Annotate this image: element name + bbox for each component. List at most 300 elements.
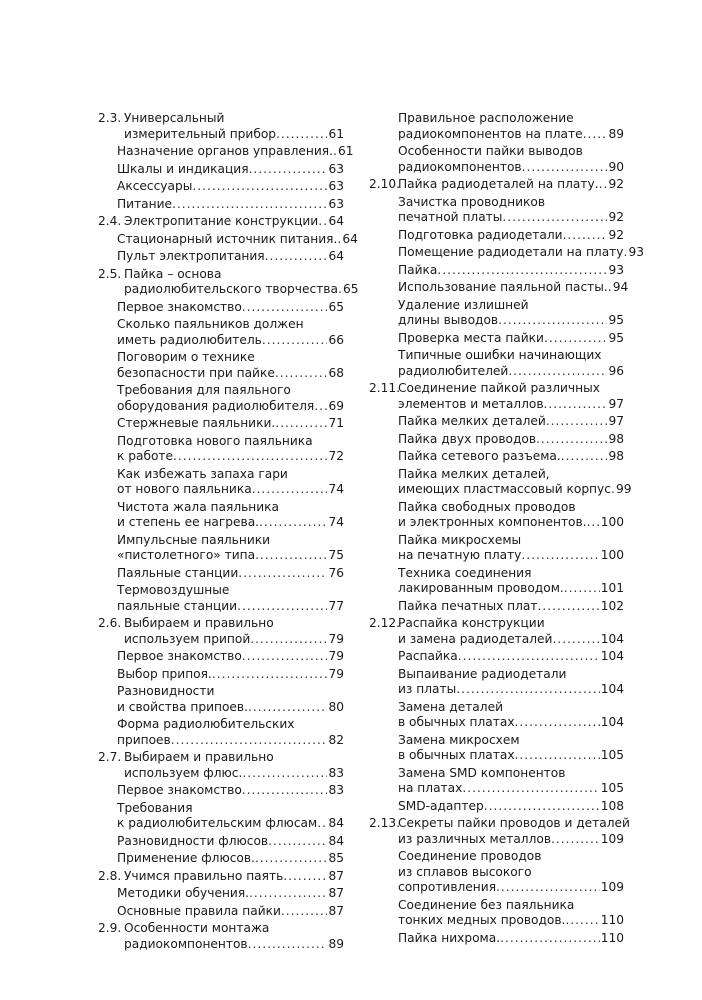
entry-title: Пайка печатных плат: [398, 598, 538, 613]
entry-line: [117, 684, 344, 700]
toc-subsection-entry: [98, 566, 344, 582]
page-number: 99: [615, 482, 632, 496]
entry-line: [398, 880, 624, 896]
entry-title: элементов и металлов: [398, 396, 544, 411]
entry-line: [117, 399, 344, 415]
entry-line: [117, 816, 344, 832]
page-number: 76: [328, 565, 344, 580]
section-number: 2.6.: [98, 616, 122, 630]
page-number: 64: [328, 214, 344, 228]
toc-subsection-entry: [369, 195, 624, 226]
page-number: 75: [328, 548, 344, 562]
dot-leader: [238, 566, 327, 582]
entry-title: на печатную плату: [398, 548, 522, 562]
entry-title: Сколько паяльников должен: [117, 317, 304, 331]
page-number: 61: [338, 144, 354, 158]
entry-line: [398, 799, 624, 815]
entry-title: Учимся правильно паять: [124, 868, 284, 883]
toc-subsection-entry: [369, 599, 624, 615]
entry-line: [398, 381, 624, 397]
entry-title: Пульт электропитания: [117, 249, 265, 263]
entry-title: иметь радиолюбитель: [117, 332, 262, 347]
entry-title: Правильное расположение: [398, 111, 574, 125]
entry-line: [117, 249, 344, 265]
entry-title: в обычных платах: [398, 715, 515, 729]
page-number: 79: [328, 631, 344, 646]
entry-line: [117, 162, 344, 178]
entry-line: [398, 931, 624, 947]
section-number: 2.11.: [369, 381, 401, 395]
entry-title: припоев: [117, 732, 171, 747]
toc-subsection-entry: [98, 717, 344, 748]
toc-section-entry: [98, 869, 344, 885]
page-number: 68: [328, 365, 344, 380]
page-number: 110: [600, 930, 624, 945]
page-number: 72: [328, 449, 344, 463]
dot-leader: [561, 449, 608, 465]
toc-subsection-entry: [98, 904, 344, 920]
page-number: 61: [328, 126, 344, 141]
entry-line: [117, 801, 344, 817]
entry-title: Универсальный: [124, 111, 225, 125]
entry-title: Пайка сетевого разъема.: [398, 449, 561, 463]
entry-title: длины выводов: [398, 313, 499, 327]
dot-leader: [538, 599, 600, 615]
entry-line: [398, 298, 624, 314]
page-number: 82: [328, 732, 344, 747]
dot-leader: [281, 904, 328, 920]
entry-title: измерительный прибор: [124, 126, 277, 141]
dot-leader: [564, 581, 600, 597]
dot-leader: [522, 160, 608, 176]
page-number: 98: [608, 431, 624, 446]
entry-title: радиокомпонентов: [398, 159, 522, 174]
page-number: 95: [608, 330, 624, 345]
entry-title: Соединение без паяльника: [398, 897, 575, 912]
toc-subsection-entry: [98, 300, 344, 316]
section-number: 2.9.: [98, 921, 122, 935]
entry-title: Шкалы и индикация: [117, 161, 249, 176]
dot-leader: [172, 197, 327, 213]
page-number: 97: [608, 414, 624, 428]
entry-line: [117, 583, 344, 599]
entry-line: [398, 816, 630, 832]
entry-line: [398, 649, 624, 665]
toc-subsection-entry: [369, 667, 624, 698]
toc-subsection-entry: [98, 383, 344, 414]
toc-subsection-entry: [369, 228, 624, 244]
entry-title: из платы: [398, 682, 457, 696]
entry-line: [117, 599, 344, 615]
page-number: 100: [600, 548, 624, 562]
page-number: 87: [328, 886, 344, 900]
entry-line: [398, 397, 624, 413]
entry-title: Пайка микросхемы: [398, 532, 522, 547]
entry-title: Пайка – основа: [124, 266, 222, 281]
section-number: 2.3.: [98, 111, 122, 125]
entry-line: [398, 667, 624, 683]
entry-title: SMD-адаптер: [398, 798, 484, 813]
entry-line: [398, 913, 624, 929]
dot-leader: [275, 366, 328, 382]
page-number: 104: [600, 682, 624, 696]
toc-subsection-entry: [369, 280, 629, 296]
toc-subsection-entry: [98, 197, 344, 213]
entry-line: [398, 313, 624, 329]
entry-title: Удаление излишней: [398, 297, 529, 312]
entry-line: [117, 566, 344, 582]
entry-line: [398, 500, 624, 516]
entry-line: [398, 111, 624, 127]
entry-title: Стационарный источник питания.: [117, 231, 338, 246]
entry-line: [398, 449, 624, 465]
page-number: 84: [328, 816, 344, 830]
section-number: 2.8.: [98, 868, 122, 883]
entry-title: Использование паяльной пасты.: [398, 280, 608, 294]
entry-title: Пайка двух проводов: [398, 431, 537, 446]
dot-leader: [502, 210, 607, 226]
toc-section-entry: [98, 266, 359, 298]
entry-line: [398, 616, 624, 632]
page-number: 109: [600, 880, 624, 894]
entry-title: Подготовка радиодетали: [398, 227, 563, 242]
toc-subsection-entry: [98, 667, 344, 683]
toc-subsection-entry: [369, 331, 624, 347]
toc-subsection-entry: [369, 931, 624, 947]
toc-subsection-entry: [369, 766, 624, 797]
page-number: 96: [608, 363, 624, 378]
entry-line: [398, 280, 629, 296]
entry-line: [117, 416, 344, 432]
entry-line: [117, 144, 354, 160]
entry-line: [398, 849, 624, 865]
entry-title: Пайка: [398, 262, 438, 277]
entry-title: используем припой: [124, 631, 251, 646]
entry-line: [398, 245, 645, 261]
entry-title: Типичные ошибки начинающих: [398, 348, 602, 362]
dot-leader: [249, 886, 327, 902]
toc-column-right: [369, 111, 645, 948]
dot-leader: [563, 228, 608, 244]
entry-title: Пайка нихрома.: [398, 930, 501, 945]
dot-leader: [546, 414, 608, 430]
dot-leader: [255, 851, 328, 867]
entry-title: Помещение радиодетали на плату: [398, 245, 624, 259]
entry-line: [124, 267, 344, 283]
entry-line: [398, 515, 624, 531]
entry-line: [398, 781, 624, 797]
page-number: 104: [600, 715, 624, 729]
page-number: 104: [600, 649, 624, 663]
entry-title: Методики обучения.: [117, 886, 250, 900]
entry-line: [398, 228, 624, 244]
page-number: 94: [612, 280, 629, 294]
entry-line: [124, 111, 344, 127]
entry-title: безопасности при пайке: [117, 365, 275, 380]
entry-title: Термовоздушные: [117, 583, 230, 597]
entry-line: [117, 500, 344, 516]
page-number: 90: [608, 159, 624, 174]
dot-leader: [565, 913, 599, 929]
entry-line: [398, 177, 624, 193]
entry-title: «пистолетного» типа: [117, 548, 256, 562]
dot-leader: [242, 766, 327, 782]
entry-line: [398, 766, 624, 782]
toc-subsection-entry: [98, 649, 344, 665]
entry-line: [117, 179, 344, 195]
entry-line: [398, 482, 632, 498]
entry-line: [117, 904, 344, 920]
toc-section-entry: [98, 616, 344, 647]
toc-subsection-entry: [369, 466, 632, 498]
entry-line: [117, 886, 344, 902]
entry-title: Разновидности флюсов: [117, 833, 269, 848]
entry-line: [398, 533, 624, 549]
entry-line: [124, 869, 344, 885]
dot-leader: [508, 364, 607, 380]
entry-line: [398, 348, 624, 364]
entry-title: Пайка мелких деталей: [398, 414, 546, 428]
entry-title: Подготовка нового паяльника: [117, 433, 313, 448]
entry-line: [117, 350, 344, 366]
entry-line: [117, 449, 344, 465]
page-number: 87: [328, 903, 344, 918]
entry-line: [398, 331, 624, 347]
entry-line: [398, 364, 624, 380]
dot-leader: [318, 214, 327, 230]
entry-line: [124, 127, 344, 143]
entry-line: [398, 748, 624, 764]
page-number: 80: [328, 699, 344, 714]
entry-line: [117, 467, 344, 483]
entry-title: Замена деталей: [398, 699, 503, 714]
entry-line: [117, 717, 344, 733]
page-number: 102: [600, 598, 624, 613]
entry-line: [398, 599, 624, 615]
entry-title: на платах: [398, 781, 463, 795]
entry-line: [398, 865, 624, 881]
entry-line: [398, 898, 624, 914]
entry-line: [124, 766, 344, 782]
page-number: 63: [328, 161, 344, 176]
page-number: 93: [608, 262, 624, 277]
entry-line: [117, 700, 344, 716]
dot-leader: [242, 649, 328, 665]
dot-leader: [458, 649, 600, 665]
page-number: 95: [608, 313, 624, 327]
toc-subsection-entry: [369, 849, 624, 896]
dot-leader: [551, 832, 600, 848]
entry-title: Выбираем и правильно: [124, 750, 274, 764]
dot-leader: [171, 733, 328, 749]
toc-subsection-entry: [98, 350, 344, 381]
entry-title: к радиолюбительским флюсам: [117, 816, 318, 830]
entry-title: радиокомпонентов: [124, 936, 248, 951]
toc-subsection-entry: [98, 851, 344, 867]
entry-title: Первое знакомство: [117, 299, 242, 314]
entry-title: Первое знакомство: [117, 783, 242, 797]
page-number: 104: [600, 631, 624, 646]
entry-title: Особенности монтажа: [124, 921, 270, 935]
section-number: 2.12.: [369, 616, 401, 630]
toc-subsection-entry: [98, 886, 344, 902]
entry-line: [117, 197, 344, 213]
entry-line: [124, 750, 344, 766]
entry-title: Первое знакомство: [117, 649, 242, 663]
entry-line: [117, 482, 344, 498]
entry-title: Поговорим о технике: [117, 350, 255, 364]
entry-title: тонких медных проводов.: [398, 913, 566, 927]
entry-line: [117, 783, 344, 799]
entry-title: лакированным проводом.: [398, 581, 564, 595]
entry-line: [398, 548, 624, 564]
toc-subsection-entry: [98, 533, 344, 564]
toc-subsection-entry: [369, 245, 645, 261]
entry-line: [124, 214, 344, 230]
toc-subsection-entry: [98, 834, 344, 850]
entry-title: Соединение проводов: [398, 849, 542, 863]
entry-line: [398, 127, 624, 143]
toc-section-entry: [98, 750, 344, 781]
entry-title: к работе: [117, 449, 174, 463]
page-number: 105: [600, 781, 624, 795]
entry-title: Техника соединения: [398, 565, 532, 580]
dot-leader: [583, 127, 608, 143]
entry-line: [117, 333, 344, 349]
page-number: 109: [600, 831, 624, 846]
toc-subsection-entry: [369, 500, 624, 531]
toc-subsection-entry: [98, 416, 344, 432]
entry-title: Импульсные паяльники: [117, 532, 271, 547]
page-number: 63: [328, 179, 344, 193]
dot-leader: [237, 599, 327, 615]
dot-leader: [268, 834, 327, 850]
page-number: 64: [342, 231, 358, 246]
page-number: 79: [328, 649, 344, 663]
dot-leader: [552, 632, 599, 648]
entry-title: Особенности пайки выводов: [398, 144, 583, 158]
page-number: 84: [328, 833, 344, 848]
page-number: 92: [608, 210, 624, 224]
entry-title: радиолюбительского творчества: [124, 282, 338, 296]
dot-leader: [249, 162, 328, 178]
entry-line: [398, 733, 624, 749]
toc-subsection-entry: [98, 500, 344, 531]
dot-leader: [192, 179, 327, 195]
toc-subsection-entry: [98, 231, 358, 248]
entry-title: Замена микросхем: [398, 732, 520, 747]
entry-title: печатной платы: [398, 210, 503, 224]
page-number: 83: [328, 765, 344, 780]
entry-line: [398, 467, 624, 483]
toc-subsection-entry: [369, 144, 624, 175]
entry-title: Выбор припоя.: [117, 666, 212, 681]
dot-leader: [212, 667, 328, 683]
section-number: 2.13.: [369, 816, 401, 830]
entry-title: используем флюс.: [124, 765, 243, 780]
entry-title: Пайка свободных проводов: [398, 499, 576, 514]
section-number: 2.7.: [98, 750, 122, 764]
toc-column-left: [98, 111, 359, 954]
toc-subsection-entry: [369, 111, 624, 142]
dot-leader: [599, 177, 608, 193]
page-number: 89: [328, 936, 344, 951]
dot-leader: [437, 263, 607, 279]
toc-section-entry: [369, 816, 630, 847]
entry-line: [117, 317, 344, 333]
dot-leader: [462, 781, 599, 797]
entry-line: [117, 434, 344, 450]
entry-line: [117, 649, 344, 665]
section-number: 2.5.: [98, 266, 122, 281]
entry-title: Соединение пайкой различных: [398, 381, 600, 395]
page-number: 89: [608, 126, 624, 141]
dot-leader: [521, 548, 599, 564]
entry-title: и электронных компонентов.: [398, 515, 587, 529]
dot-leader: [544, 397, 608, 413]
page-number: 79: [328, 666, 344, 681]
entry-title: из сплавов высокого: [398, 864, 532, 879]
dot-leader: [262, 333, 328, 349]
entry-title: Форма радиолюбительских: [117, 717, 295, 731]
entry-title: Паяльные станции: [117, 565, 239, 580]
toc-section-entry: [98, 921, 344, 952]
entry-title: Как избежать запаха гари: [117, 466, 288, 481]
entry-title: Назначение органов управления.: [117, 144, 334, 158]
page-number: 87: [328, 868, 344, 883]
entry-title: Основные правила пайки: [117, 903, 281, 918]
dot-leader: [536, 432, 607, 448]
entry-line: [398, 210, 624, 226]
entry-title: Секреты пайки проводов и деталей: [398, 816, 630, 830]
page-number: 92: [608, 227, 624, 242]
entry-line: [117, 383, 344, 399]
entry-line: [398, 263, 624, 279]
entry-title: из различных металлов: [398, 831, 552, 846]
dot-leader: [456, 682, 600, 698]
dot-leader: [252, 482, 328, 498]
page-number: 65: [342, 282, 359, 296]
entry-line: [398, 682, 624, 698]
dot-leader: [496, 880, 600, 896]
page-number: 77: [328, 598, 344, 613]
toc-section-entry: [369, 177, 624, 193]
dot-leader: [242, 783, 328, 799]
page-number: 74: [328, 515, 344, 529]
entry-title: Выпаивание радиодетали: [398, 666, 567, 681]
entry-line: [398, 832, 624, 848]
entry-title: Распайка конструкции: [398, 616, 545, 630]
dot-leader: [317, 816, 327, 832]
page-number: 98: [608, 449, 624, 463]
entry-title: Требования: [117, 800, 193, 815]
dot-leader: [314, 399, 327, 415]
entry-title: в обычных платах: [398, 748, 515, 762]
entry-title: паяльные станции: [117, 598, 238, 613]
entry-title: сопротивления: [398, 880, 497, 894]
toc-subsection-entry: [98, 249, 344, 265]
toc-section-entry: [98, 111, 344, 142]
page-number: 97: [608, 396, 624, 411]
entry-title: Требования для паяльного: [117, 383, 291, 397]
page-number: 85: [328, 851, 344, 865]
entry-line: [117, 834, 344, 850]
toc-subsection-entry: [369, 414, 624, 430]
dot-leader: [498, 313, 607, 329]
entry-line: [398, 566, 624, 582]
toc-subsection-entry: [369, 533, 624, 564]
entry-title: Зачистка проводников: [398, 194, 546, 209]
